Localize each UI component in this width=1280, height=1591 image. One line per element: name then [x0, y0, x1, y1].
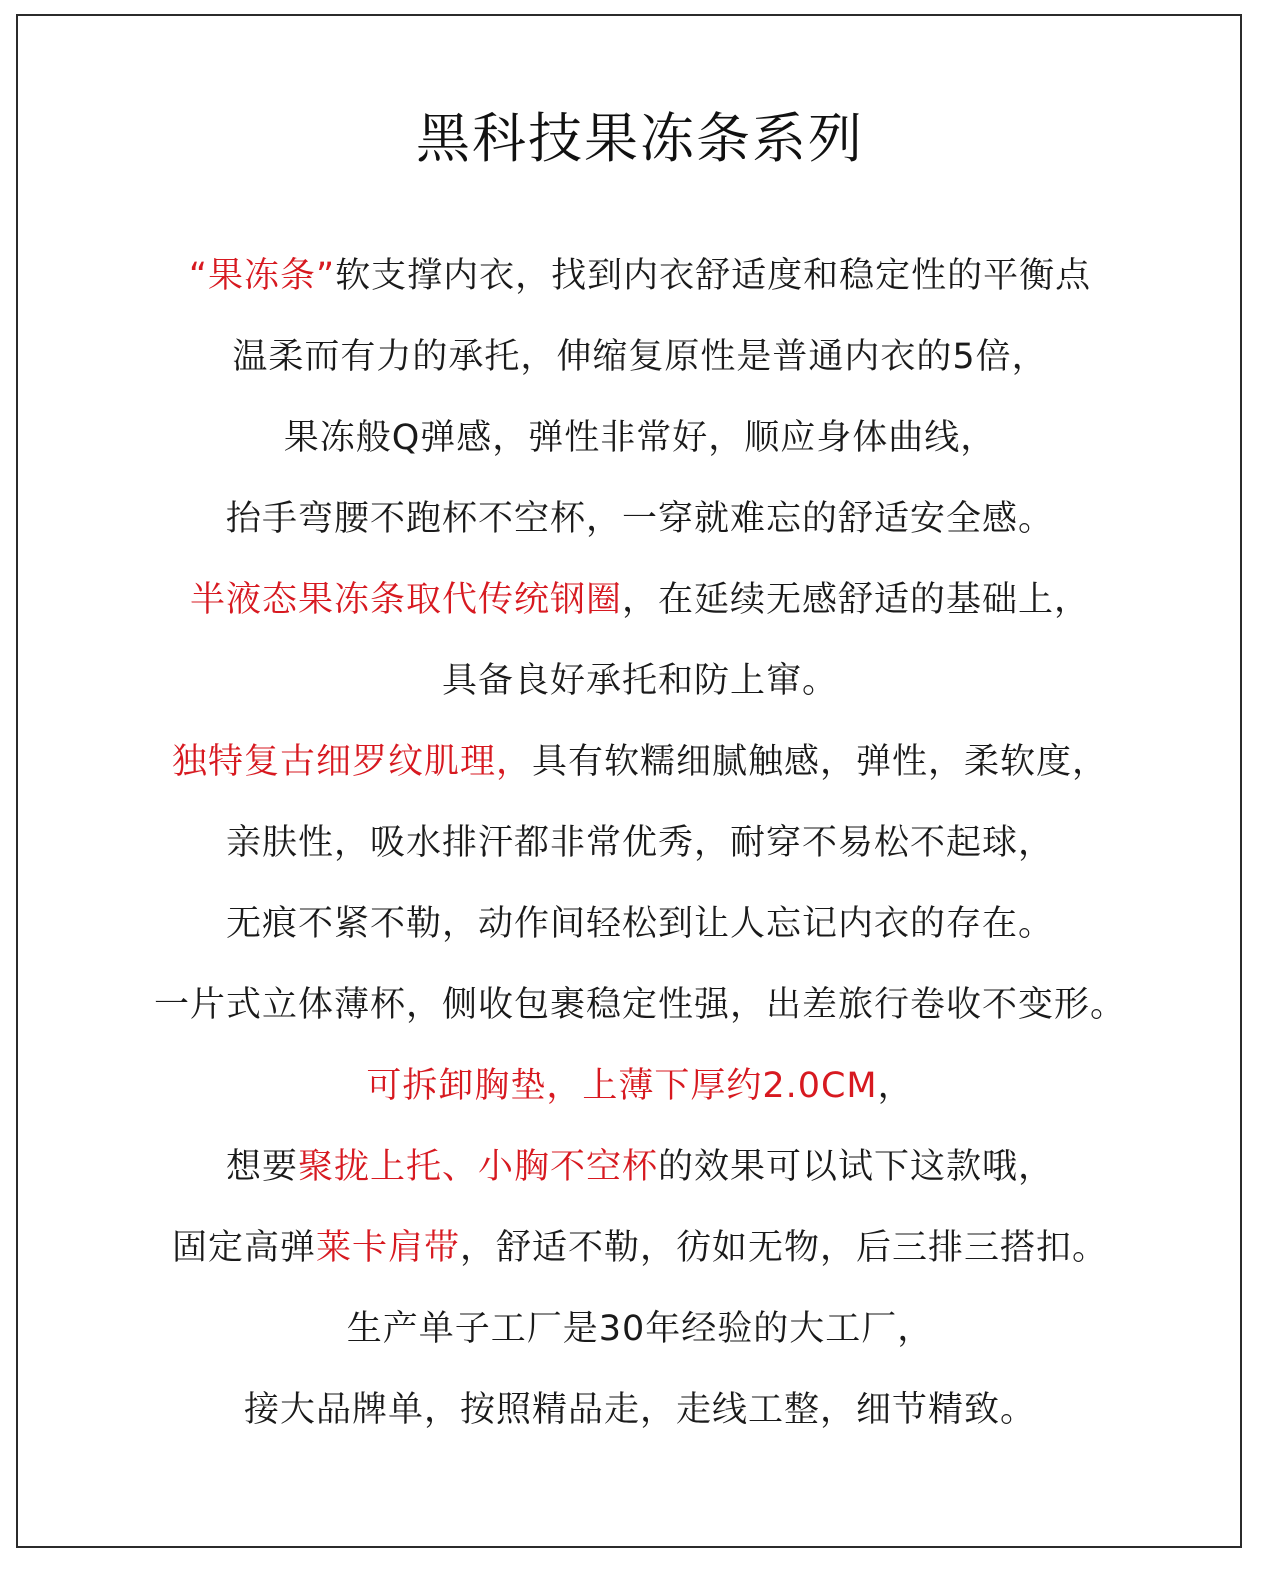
description-line [40, 1127, 1240, 1208]
body-text: 果冻般Q弹感，弹性非常好，顺应身体曲线， [283, 418, 997, 458]
description-lines [40, 236, 1240, 1451]
description-line [40, 1370, 1240, 1451]
body-text: 软支撑内衣，找到内衣舒适度和稳定性的平衡点 [335, 256, 1092, 296]
description-line [40, 641, 1240, 722]
body-text: ， [877, 1066, 914, 1106]
highlight-text: 莱卡肩带 [315, 1228, 460, 1268]
page-title: 黑科技果冻条系列 [416, 107, 864, 170]
body-text: 亲肤性，吸水排汗都非常优秀，耐穿不易松不起球， [225, 823, 1054, 863]
description-line [40, 722, 1240, 803]
description-line [40, 479, 1240, 560]
description-line [40, 398, 1240, 479]
body-text: 的效果可以试下这款哦， [658, 1147, 1055, 1187]
description-line [40, 965, 1240, 1046]
highlight-text: 半液态果冻条取代传统钢圈 [189, 580, 622, 620]
body-text: 抬手弯腰不跑杯不空杯，一穿就难忘的舒适安全感。 [225, 499, 1054, 539]
description-line [40, 1046, 1240, 1127]
description-line [40, 317, 1240, 398]
body-text: ，舒适不勒，彷如无物，后三排三搭扣。 [460, 1228, 1109, 1268]
description-line [40, 1289, 1240, 1370]
highlight-text: “果冻条” [188, 256, 336, 296]
highlight-text: 聚拢上托、小胸不空杯 [297, 1147, 658, 1187]
body-text: 具备良好承托和防上窜。 [441, 661, 838, 701]
body-text: 想要 [225, 1147, 298, 1187]
highlight-text: 可拆卸胸垫，上薄下厚约2.0CM [366, 1066, 878, 1106]
body-text: ，在延续无感舒适的基础上， [622, 580, 1091, 620]
body-text: 接大品牌单，按照精品走，走线工整，细节精致。 [243, 1390, 1036, 1430]
body-text: 温柔而有力的承托，伸缩复原性是普通内衣的5倍， [232, 337, 1048, 377]
body-text: 固定高弹 [171, 1228, 316, 1268]
body-text: 生产单子工厂是30年经验的大工厂， [346, 1309, 934, 1349]
description-line [40, 560, 1240, 641]
body-text: 具有软糯细腻触感，弹性，柔软度， [532, 742, 1109, 782]
body-text: 无痕不紧不勒，动作间轻松到让人忘记内衣的存在。 [225, 904, 1054, 944]
description-line [40, 1208, 1240, 1289]
description-line [40, 884, 1240, 965]
body-text: 一片式立体薄杯，侧收包裹稳定性强，出差旅行卷收不变形。 [153, 985, 1126, 1025]
description-line [40, 236, 1240, 317]
description-line [40, 803, 1240, 884]
highlight-text: 独特复古细罗纹肌理， [171, 742, 532, 782]
